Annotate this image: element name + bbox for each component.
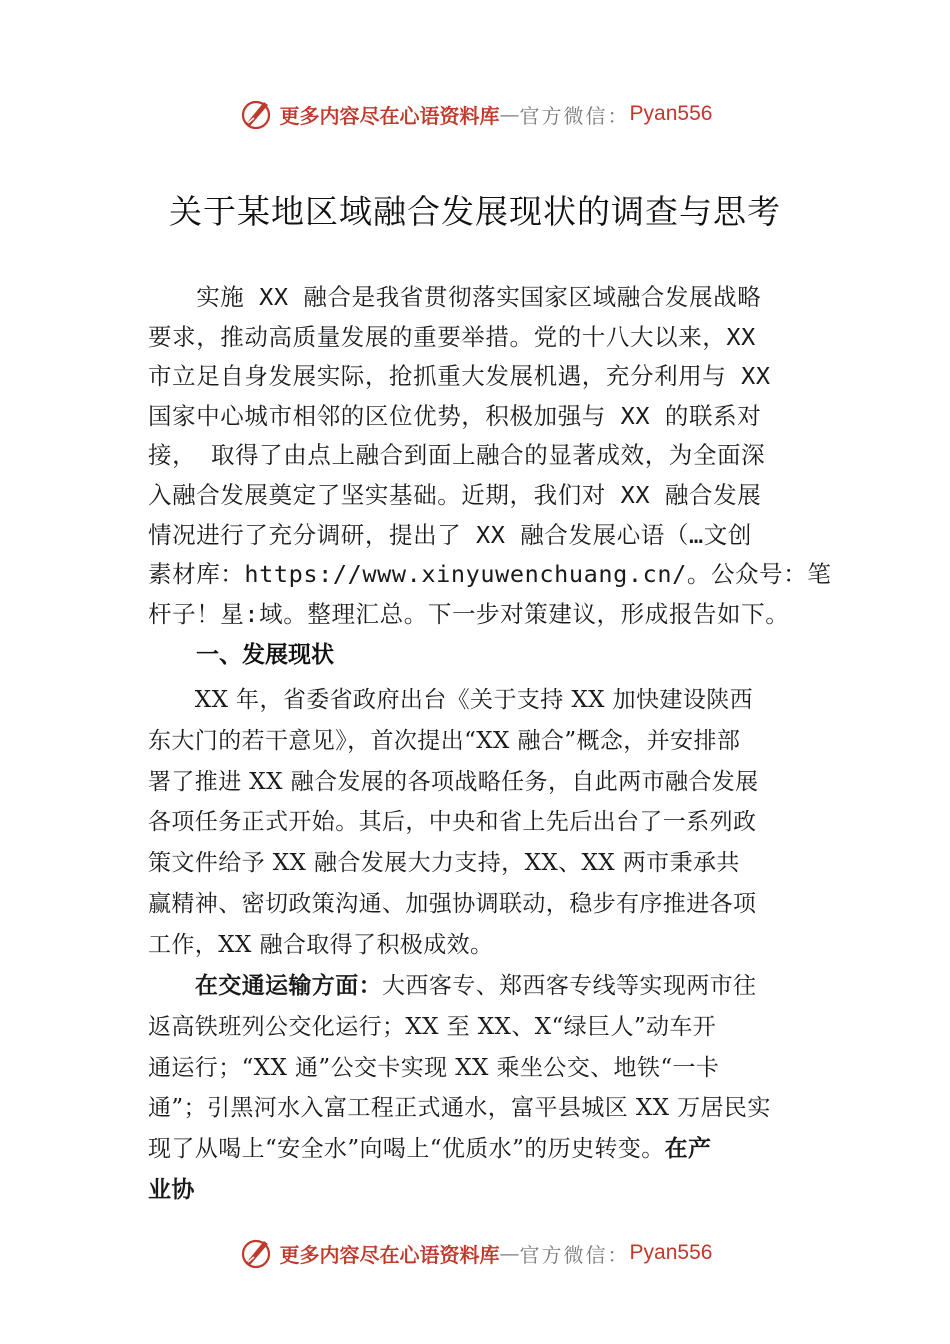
watermark-banner-bottom bbox=[0, 1233, 950, 1273]
watermark-banner-top bbox=[0, 94, 950, 134]
text-line: 各项任务正式开始。其后，中央和省上先后出台了一系列政 bbox=[148, 809, 757, 836]
industry-lead: 在产 bbox=[664, 1136, 712, 1163]
text-line bbox=[148, 1129, 808, 1170]
section-heading: 一、发展现状 bbox=[196, 642, 334, 668]
text-line: 入融合发展奠定了坚实基础。近期，我们对 XX 融合发展 bbox=[148, 480, 762, 509]
quill-pen-circle-icon bbox=[238, 96, 274, 132]
text-line: 东大门的若干意见》，首次提出“XX 融合”概念，并安排部 bbox=[148, 727, 741, 754]
text-line: 通”；引黑河水入富工程正式通水，富平县城区 XX 万居民实 bbox=[148, 1095, 771, 1122]
wechat-id: Pyan556 bbox=[629, 102, 713, 125]
banner-separator: — bbox=[499, 1241, 520, 1265]
text-line: 情况进行了充分调研，提出了 XX 融合发展心语（…文创 bbox=[148, 520, 752, 549]
library-name: 更多内容尽在心语资料库 bbox=[279, 103, 500, 128]
banner-separator: — bbox=[499, 102, 520, 126]
text-line: XX 年，省委省政府出台《关于支持 XX 加快建设陕西 bbox=[148, 687, 754, 713]
section1-paragraph bbox=[148, 680, 808, 966]
quill-pen-circle-icon bbox=[238, 1235, 274, 1271]
transport-first-line: 大西客专、郑西客专线等实现两市往 bbox=[382, 973, 757, 999]
transport-last-line: 现了从喝上“安全水”向喝上“优质水”的历史转变。 bbox=[148, 1136, 665, 1163]
text-line: 杆子！星:域。整理汇总。下一步对策建议，形成报告如下。 bbox=[148, 599, 790, 628]
text-line: 要求，推动高质量发展的重要举措。党的十八大以来，XX bbox=[148, 322, 756, 351]
text-line: 策文件给予 XX 融合发展大力支持，XX、XX 两市秉承共 bbox=[148, 850, 740, 877]
industry-lead-tail: 业协 bbox=[148, 1176, 195, 1203]
text-line: 国家中心城市相邻的区位优势，积极加强与 XX 的联系对 bbox=[148, 401, 762, 430]
library-name: 更多内容尽在心语资料库 bbox=[279, 1242, 500, 1267]
text-line: 接， 取得了由点上融合到面上融合的显著成效，为全面深 bbox=[148, 441, 766, 470]
text-line: 素材库：https://www.xinyuwenchuang.cn/。公众号：笔 bbox=[148, 560, 832, 589]
transport-paragraph bbox=[148, 966, 808, 1211]
text-line: 署了推进 XX 融合发展的各项战略任务，自此两市融合发展 bbox=[148, 768, 759, 795]
wechat-label: 官方微信： bbox=[519, 1242, 630, 1267]
transport-lead: 在交通运输方面： bbox=[194, 973, 383, 999]
wechat-label: 官方微信： bbox=[519, 103, 630, 128]
intro-paragraph bbox=[148, 278, 832, 634]
text-line bbox=[148, 1170, 808, 1211]
wechat-id: Pyan556 bbox=[629, 1241, 713, 1264]
text-line: 实施 XX 融合是我省贯彻落实国家区域融合发展战略 bbox=[148, 283, 762, 311]
text-line: 工作，XX 融合取得了积极成效。 bbox=[148, 931, 494, 958]
document-title: 关于某地区域融合发展现状的调查与思考 bbox=[169, 192, 781, 231]
text-line: 市立足自身发展实际，抢抓重大发展机遇，充分利用与 XX bbox=[148, 362, 771, 391]
text-line: 返高铁班列公交化运行；XX 至 XX、X“绿巨人”动车开 bbox=[148, 1013, 717, 1040]
text-line: 赢精神、密切政策沟通、加强协调联动，稳步有序推进各项 bbox=[148, 890, 757, 917]
text-line bbox=[148, 966, 808, 1007]
text-line: 通运行；“XX 通”公交卡实现 XX 乘坐公交、地铁“一卡 bbox=[148, 1054, 720, 1081]
